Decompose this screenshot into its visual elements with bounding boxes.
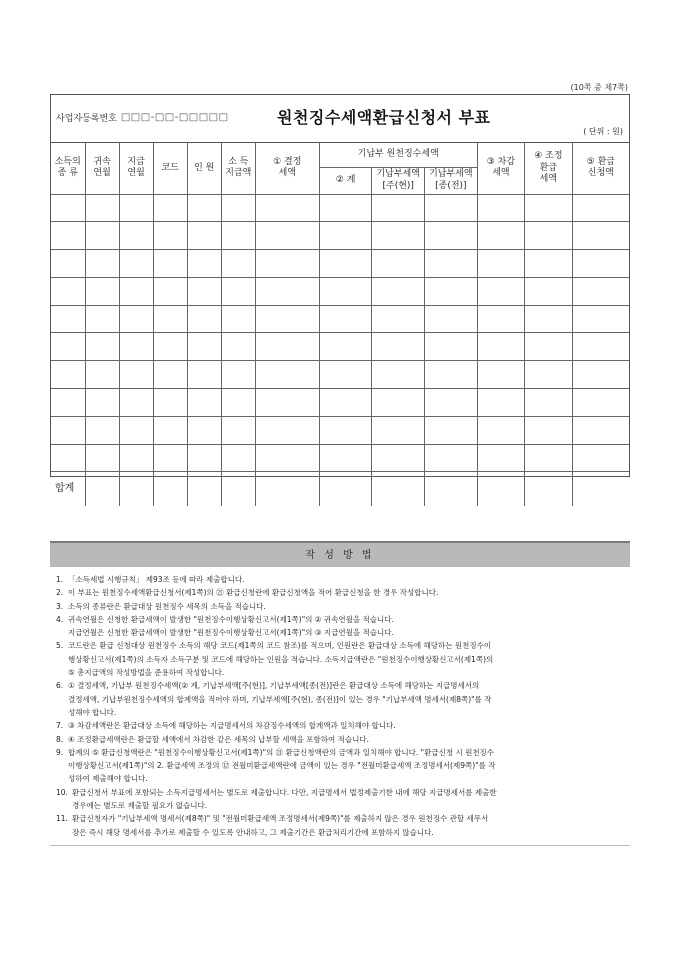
table-row bbox=[51, 305, 629, 333]
instruction-text: 이 부표는 원천징수세액환급신청서(제1쪽)의 ㉑ 환급신청란에 환급신청액을 적어 환급신청을 한 경우 작성합니다. bbox=[68, 588, 439, 598]
instructions-section bbox=[50, 541, 630, 846]
table-row bbox=[51, 361, 629, 389]
header-paid-former: 기납부세액 [종(전)] bbox=[425, 167, 478, 194]
table-row bbox=[51, 194, 629, 222]
instruction-number: 6. bbox=[56, 681, 64, 691]
header-income-type: 소득의 종 류 bbox=[51, 143, 85, 194]
business-number-input[interactable]: □□□-□□-□□□□□ bbox=[120, 112, 229, 123]
header-deduct-tax: ③ 차감 세액 bbox=[477, 143, 524, 194]
instruction-number: 3. bbox=[56, 601, 64, 611]
instruction-text: 「소득세법 시행규칙」 제93조 등에 따라 제출합니다. bbox=[68, 575, 245, 584]
instruction-item bbox=[56, 613, 626, 640]
instruction-number: 8. bbox=[56, 734, 64, 744]
instruction-number: 1. bbox=[56, 575, 64, 584]
instruction-item bbox=[56, 733, 626, 746]
form-title: 원천징수세액환급신청서 부표 bbox=[277, 108, 491, 127]
header-code: 코드 bbox=[153, 143, 187, 194]
instruction-number: 11. bbox=[56, 814, 68, 824]
instruction-text: 합계의 ⑤ 환급신청액란은 "원천징수이행상황신고서(제1쪽)"의 ㉑ 환급신청액란의 금액과 일치해야 합니다. "환급신청 시 원천징수 이행상황신고서(제1쪽)"의 2. 환급세액 조정의 ⑫ 전월미환급세액란에 금액이 있는 경우 "전월미환급세액 조정명세서(제9쪽)"를 작 성하여 제출해야 합니다. bbox=[68, 747, 496, 784]
business-number-label: 사업자등록번호 bbox=[56, 114, 117, 124]
table-row bbox=[51, 333, 629, 361]
table-row bbox=[51, 277, 629, 305]
header-paid-resident: 기납부세액 [주(현)] bbox=[372, 167, 425, 194]
total-row bbox=[51, 472, 629, 506]
table-row bbox=[51, 416, 629, 444]
instructions-list bbox=[50, 567, 630, 846]
instruction-item bbox=[56, 573, 626, 586]
instruction-item bbox=[56, 600, 626, 613]
header-income-pay: 소 득 지급액 bbox=[221, 143, 255, 194]
instruction-text: ③ 차감세액란은 환급대상 소득에 해당하는 지급명세서의 차감징수세액의 합계액과 일치해야 합니다. bbox=[68, 721, 396, 731]
instruction-text: 소득의 종류란은 환급대상 원천징수 세목의 소득을 적습니다. bbox=[68, 601, 266, 611]
header-pay-month: 지급 연월 bbox=[119, 143, 153, 194]
instruction-text: ④ 조정환급세액란은 환급할 세액에서 차감한 같은 세목의 납부할 세액을 포함하여 적습니다. bbox=[68, 734, 370, 744]
instruction-item bbox=[56, 746, 626, 786]
instruction-number: 2. bbox=[56, 588, 64, 598]
form-header bbox=[51, 95, 629, 143]
header-refund-request: ⑤ 환급 신청액 bbox=[572, 143, 629, 194]
instruction-item bbox=[56, 812, 626, 839]
table-row bbox=[51, 222, 629, 250]
total-label: 합계 bbox=[51, 472, 85, 506]
instruction-text: 환급신청서 부표에 포함되는 소득지급명세서는 별도로 제출합니다. 다만, 지급명세서 법정제출기한 내에 해당 지급명세서를 제출한 경우에는 별도로 제출할 필요가 없습니다. bbox=[72, 787, 497, 811]
instruction-item bbox=[56, 679, 626, 719]
instruction-number: 7. bbox=[56, 721, 64, 731]
table-row bbox=[51, 250, 629, 278]
instruction-number: 9. bbox=[56, 747, 64, 757]
header-decided-tax: ① 결정 세액 bbox=[255, 143, 319, 194]
header-paid-group: 기납부 원천징수세액 bbox=[319, 143, 477, 167]
instruction-text: 귀속연월은 신청한 환급세액이 발생한 "원천징수이행상황신고서(제1쪽)"의 ② 귀속연월을 적습니다. 지급연월은 신청한 환급세액이 발생한 "원천징수이행상황신고서(제1쪽)"의 ③ 지급연월을 적습니다. bbox=[68, 614, 394, 638]
instruction-item bbox=[56, 786, 626, 813]
instructions-title: 작 성 방 법 bbox=[50, 541, 630, 567]
page-number: (10쪽 중 제7쪽) bbox=[570, 83, 628, 92]
header-adjust-refund: ④ 조정 환급 세액 bbox=[525, 143, 572, 194]
instruction-text: ① 결정세액, 기납부 원천징수세액(② 계, 기납부세액[주(현)], 기납부세액[종(전)]란은 환급대상 소득에 해당하는 지급명세서의 결정세액, 기납부원천징수세액의 합계액을 적어야 하며, 기납부세액[주(현), 종(전)]이 있는 경우 "기납부세액 명세서(제8쪽)"를 작 성해야 합니다. bbox=[68, 681, 492, 717]
header-paid-total: ② 계 bbox=[319, 167, 372, 194]
instruction-text: 환급신청자가 "기납부세액 명세서(제8쪽)" 및 "전월미환급세액 조정명세서(제9쪽)"를 제출하지 않은 경우 원천징수 관할 세무서 장은 즉시 해당 명세서를 추가로 제출할 수 있도록 안내하고, 그 제출기간은 환급처리기간에 포함하지 않습니다. bbox=[72, 814, 489, 837]
table-row bbox=[51, 389, 629, 417]
header-persons: 인 원 bbox=[187, 143, 221, 194]
instruction-item bbox=[56, 719, 626, 732]
business-number bbox=[56, 111, 229, 124]
unit-label: ( 단위 : 원) bbox=[583, 127, 623, 136]
table-row bbox=[51, 444, 629, 472]
header-belong-month: 귀속 연월 bbox=[85, 143, 119, 194]
instruction-number: 4. bbox=[56, 614, 64, 624]
refund-table bbox=[51, 143, 629, 506]
refund-form bbox=[50, 94, 630, 494]
instruction-item bbox=[56, 639, 626, 679]
instruction-number: 10. bbox=[56, 787, 68, 797]
instruction-item bbox=[56, 586, 626, 599]
instruction-text: 코드란은 환급 신청대상 원천징수 소득의 해당 코드(제1쪽의 코드 참조)를 적으며, 인원란은 환급대상 소득에 해당하는 원천징수이 행상황신고서(제1쪽)의 소득자 소득구분 및 코드에 해당하는 인원을 적습니다. 소득지급액란은 "원천징수이행상황신고서(제1쪽)의 ⑤ 총지급액의 작성방법을 준용하여 작성합니다. bbox=[68, 641, 494, 678]
instruction-number: 5. bbox=[56, 641, 64, 651]
